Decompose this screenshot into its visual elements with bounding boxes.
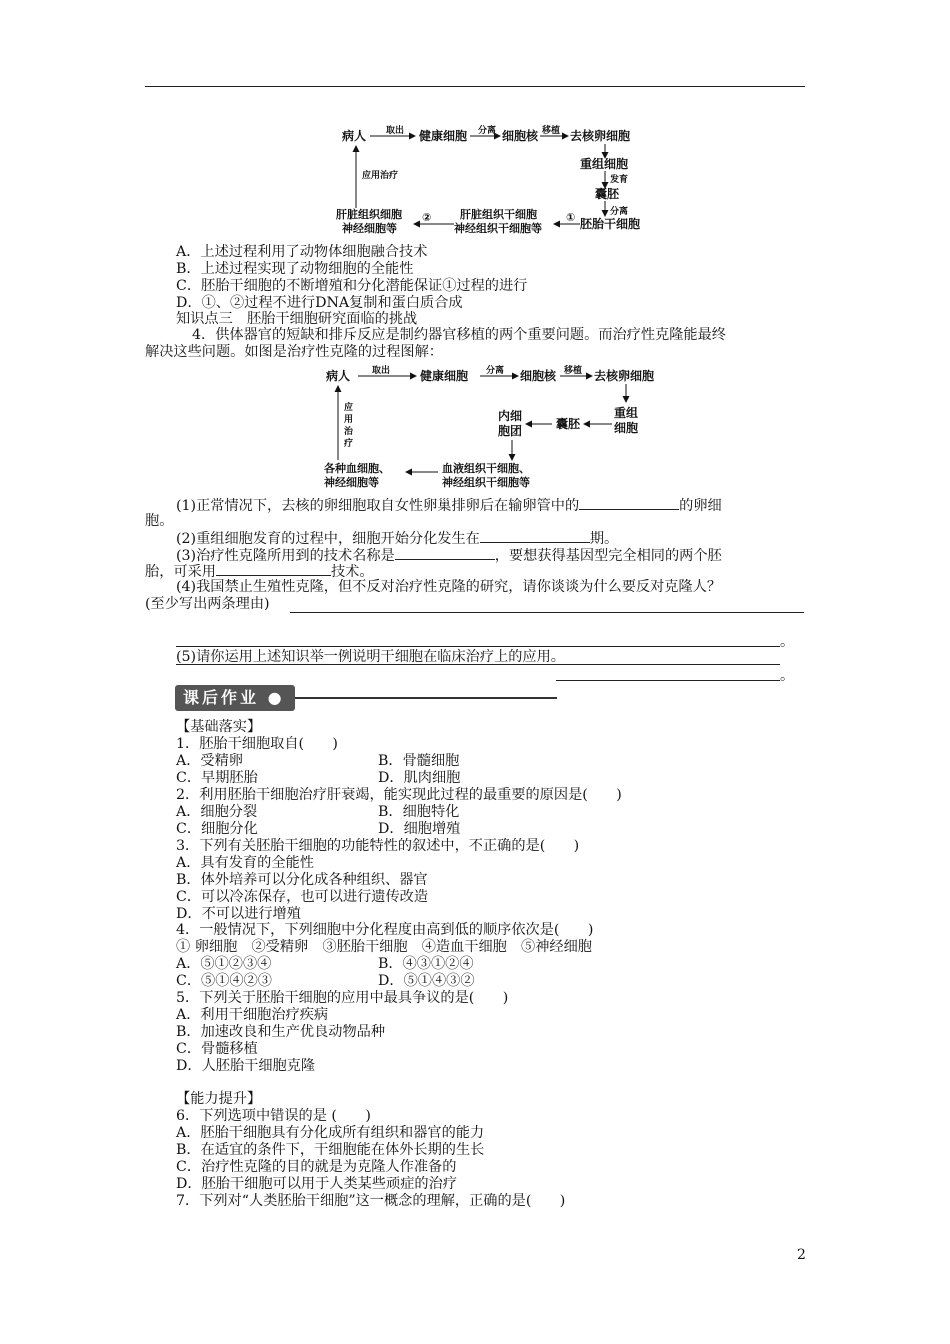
q5-option-b: B．加速改良和生产优良动物品种 (176, 1024, 386, 1040)
q4b-option-a: A．⑤①②③④ (176, 956, 272, 972)
q5-option-c: C．骨髓移植 (176, 1041, 258, 1057)
d2-node: 神经细胞等 (324, 476, 379, 489)
d1-node: 胚胎干细胞 (580, 217, 641, 231)
d2-edge: 应 (344, 403, 354, 413)
d2-node: 去核卵细胞 (594, 369, 655, 383)
q5-option-a: A．利用干细胞治疗疾病 (176, 1007, 329, 1023)
d2-node: 细胞 (614, 421, 639, 435)
period: 。 (780, 668, 795, 684)
d2-edge: 取出 (372, 366, 391, 376)
d2-node: 囊胚 (556, 417, 581, 431)
d1-node: 肝脏组织干细胞 (460, 208, 537, 221)
question-4-line2: 解决这些问题。如图是治疗性克隆的过程图解： (145, 344, 443, 360)
period: 。 (780, 634, 795, 650)
q1-option-b: B．骨髓细胞 (378, 753, 460, 769)
d2-node: 胞团 (498, 424, 523, 438)
d1-edge: 分离 (610, 207, 629, 217)
basic-title: 【基础落实】 (176, 719, 262, 735)
diagram-cloning-1 (330, 118, 660, 243)
d2-edge: 用 (344, 415, 354, 425)
answer-line[interactable] (290, 612, 804, 613)
d1-node: 神经组织干细胞等 (454, 222, 542, 235)
sub-question-4-cont: (至少写出两条理由) (145, 596, 270, 612)
page-number: 2 (797, 1247, 806, 1263)
sub-question-2: (2)重组细胞发育的过程中，细胞开始分化发生在 期。 (176, 531, 619, 547)
banner-rule (295, 697, 557, 699)
d2-node: 病人 (326, 369, 351, 383)
q2-option-a: A．细胞分裂 (176, 804, 258, 820)
q2-option-c: C．细胞分化 (176, 821, 258, 837)
section-title: 知识点三 胚胎干细胞研究面临的挑战 (176, 311, 418, 327)
d1-node: 细胞核 (502, 129, 539, 143)
d2-edge: 移植 (564, 366, 583, 376)
d2-node: 各种血细胞、 (324, 462, 390, 475)
question-3: 3．下列有关胚胎干细胞的功能特性的叙述中，不正确的是( ) (176, 838, 580, 854)
d1-node: 肝脏组织细胞 (336, 208, 402, 221)
d2-edge: 疗 (344, 439, 354, 449)
d2-node: 健康细胞 (420, 369, 469, 383)
sub-question-1: (1)正常情况下，去核的卵细胞取自女性卵巢排卵后在输卵管中的 的卵细 (176, 498, 722, 514)
answer-blank[interactable] (480, 529, 590, 543)
sub-question-3-cont: 胎，可采用 技术。 (145, 564, 374, 580)
d1-edge: 应用治疗 (362, 171, 399, 181)
q3-option-a: A．具有发育的全能性 (176, 855, 314, 871)
d1-node: 重组细胞 (580, 157, 629, 171)
q5-option-d: D．人胚胎干细胞克隆 (176, 1058, 316, 1074)
q4b-option-c: C．⑤①④②③ (176, 973, 272, 989)
homework-banner: 课后作业 ● (175, 685, 295, 711)
d1-edge: 取出 (386, 126, 405, 136)
d1-node: 病人 (342, 129, 367, 143)
sub-question-3: (3)治疗性克隆所用到的技术名称是 ，要想获得基因型完全相同的两个胚 (176, 548, 722, 564)
d1-node: 健康细胞 (419, 129, 468, 143)
question-7: 7．下列对“人类胚胎干细胞”这一概念的理解，正确的是( ) (176, 1193, 566, 1209)
header-rule (145, 86, 805, 87)
d1-edge: ② (422, 211, 432, 224)
d2-node: 重组 (614, 406, 639, 420)
q1-option-a: A．受精卵 (176, 753, 243, 769)
sub-question-5: (5)请你运用上述知识举一例说明干细胞在临床治疗上的应用。 (176, 649, 565, 665)
answer-line[interactable] (556, 680, 780, 681)
answer-line[interactable] (176, 646, 780, 647)
question-4b: 4．一般情况下，下列细胞中分化程度由高到低的顺序依次是( ) (176, 922, 594, 938)
d1-node: 神经细胞等 (342, 222, 397, 235)
ability-title: 【能力提升】 (176, 1091, 262, 1107)
d2-node: 血液组织干细胞、 (442, 462, 530, 475)
d1-node: 囊胚 (595, 187, 620, 201)
question-5: 5．下列关于胚胎干细胞的应用中最具争议的是( ) (176, 990, 509, 1006)
sub-question-1-cont: 胞。 (145, 513, 174, 529)
q1-option-d: D．肌肉细胞 (378, 770, 461, 786)
d2-node: 神经组织干细胞等 (442, 476, 530, 489)
answer-blank[interactable] (579, 496, 679, 510)
q1-option-c: C．早期胚胎 (176, 770, 258, 786)
q6-option-d: D．胚胎干细胞可以用于人类某些顽症的治疗 (176, 1176, 457, 1192)
q4b-option-b: B．④③①②④ (378, 956, 474, 972)
d1-edge: ① (566, 211, 576, 224)
d2-node: 内细 (498, 409, 523, 423)
q4b-option-d: D．⑤①④③② (378, 973, 475, 989)
q2-option-b: B．细胞特化 (378, 804, 460, 820)
answer-blank[interactable] (216, 562, 331, 576)
answer-blank[interactable] (395, 546, 495, 560)
option-d: D．①、②过程不进行DNA复制和蛋白质合成 (176, 295, 463, 311)
q6-option-c: C．治疗性克隆的目的就是为克隆人作准备的 (176, 1159, 457, 1175)
question-6: 6．下列选项中错误的是 ( ) (176, 1108, 371, 1124)
d2-edge: 分离 (486, 366, 505, 376)
q3-option-b: B．体外培养可以分化成各种组织、器官 (176, 872, 428, 888)
q4b-items: ① 卵细胞 ②受精卵 ③胚胎干细胞 ④造血干细胞 ⑤神经细胞 (176, 939, 592, 955)
option-c: C．胚胎干细胞的不断增殖和分化潜能保证①过程的进行 (176, 278, 528, 294)
q3-option-c: C．可以冷冻保存，也可以进行遗传改造 (176, 889, 429, 905)
q6-option-a: A．胚胎干细胞具有分化成所有组织和器官的能力 (176, 1125, 485, 1141)
sub-question-4: (4)我国禁止生殖性克隆，但不反对治疗性克隆的研究，请你谈谈为什么要反对克隆人？ (176, 579, 722, 595)
question-2: 2．利用胚胎干细胞治疗肝衰竭，能实现此过程的最重要的原因是( ) (176, 787, 622, 803)
question-4-line1: 4．供体器官的短缺和排斥反应是制约器官移植的两个重要问题。而治疗性克隆能最终 (192, 327, 726, 343)
q3-option-d: D．不可以进行增殖 (176, 906, 301, 922)
q6-option-b: B．在适宜的条件下，干细胞能在体外长期的生长 (176, 1142, 485, 1158)
d1-node: 去核卵细胞 (570, 129, 631, 143)
q2-option-d: D．细胞增殖 (378, 821, 461, 837)
d2-edge: 治 (344, 427, 354, 437)
question-1: 1．胚胎干细胞取自( ) (176, 736, 338, 752)
d2-node: 细胞核 (520, 369, 557, 383)
option-b: B．上述过程实现了动物细胞的全能性 (176, 261, 414, 277)
answer-line[interactable] (176, 664, 780, 665)
d1-edge: 分离 (478, 126, 497, 136)
diagram-cloning-2 (320, 360, 670, 495)
d1-edge: 移植 (542, 126, 561, 136)
option-a: A．上述过程利用了动物体细胞融合技术 (176, 244, 428, 260)
d1-edge: 发育 (610, 175, 629, 185)
